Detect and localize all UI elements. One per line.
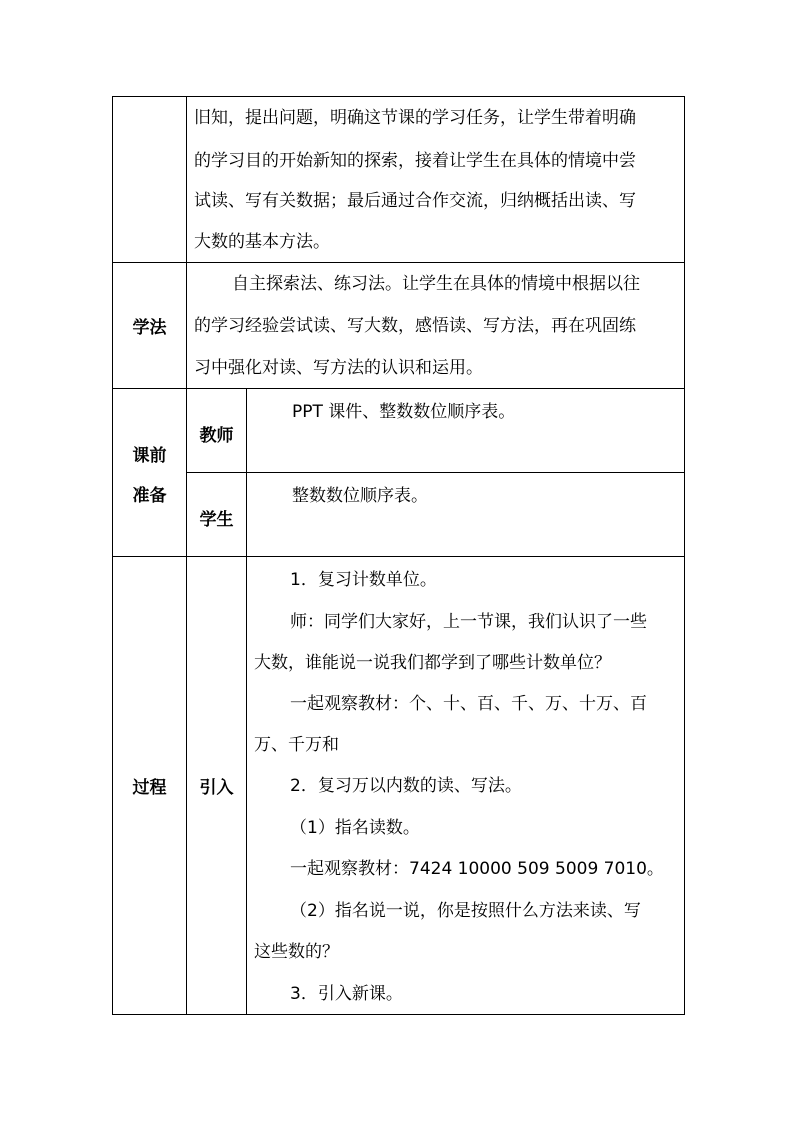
process-line-3: 大数，谁能说一说我们都学到了哪些计数单位？ <box>254 653 611 673</box>
study-method-line-1: 自主探索法、练习法。让学生在具体的情境中根据以往 <box>232 274 640 294</box>
column-divider-2 <box>246 388 247 1014</box>
process-line-9: （2）指名说一说，你是按照什么方法来读、写 <box>290 901 641 921</box>
row-divider-2 <box>112 388 685 389</box>
intro-continuation-line-1: 旧知，提出问题，明确这节课的学习任务，让学生带着明确 <box>194 108 636 128</box>
column-divider-1 <box>186 96 187 1014</box>
process-line-6: 2．复习万以内数的读、写法。 <box>290 776 522 796</box>
process-line-8: 一起观察教材：7424 10000 509 5009 7010。 <box>290 859 664 879</box>
process-line-2: 师：同学们大家好，上一节课，我们认识了一些 <box>290 612 647 632</box>
process-line-7: （1）指名读数。 <box>290 818 420 838</box>
intro-continuation-line-2: 的学习目的开始新知的探索，接着让学生在具体的情境中尝 <box>194 151 636 171</box>
preparation-label-line-2: 准备 <box>132 485 167 506</box>
table-border-left <box>112 96 113 1014</box>
study-method-line-3: 习中强化对读、写方法的认识和运用。 <box>194 358 483 378</box>
table-border-top <box>112 96 685 97</box>
row-divider-prep <box>186 472 685 473</box>
table-border-bottom <box>112 1014 685 1015</box>
teacher-label: 教师 <box>199 425 234 446</box>
preparation-label-line-1: 课前 <box>132 445 167 466</box>
process-line-1: 1．复习计数单位。 <box>290 570 437 590</box>
intro-continuation-line-3: 试读、写有关数据；最后通过合作交流，归纳概括出读、写 <box>194 191 636 211</box>
student-label: 学生 <box>199 509 234 530</box>
teacher-materials: PPT 课件、整数数位顺序表。 <box>292 402 516 422</box>
study-method-label: 学法 <box>132 318 167 338</box>
process-line-11: 3．引入新课。 <box>290 984 403 1004</box>
study-method-line-2: 的学习经验尝试读、写大数，感悟读、写方法，再在巩固练 <box>194 316 636 336</box>
process-line-5: 万、千万和 <box>254 735 339 755</box>
row-divider-1 <box>112 262 685 263</box>
process-sub-label: 引入 <box>199 777 234 798</box>
process-line-4: 一起观察教材：个、十、百、千、万、十万、百 <box>290 694 647 714</box>
table-border-right <box>684 96 685 1014</box>
row-divider-3 <box>112 556 685 557</box>
intro-continuation-line-4: 大数的基本方法。 <box>194 232 330 252</box>
student-materials: 整数数位顺序表。 <box>292 486 428 506</box>
process-label: 过程 <box>132 777 167 798</box>
process-line-10: 这些数的？ <box>254 942 339 962</box>
